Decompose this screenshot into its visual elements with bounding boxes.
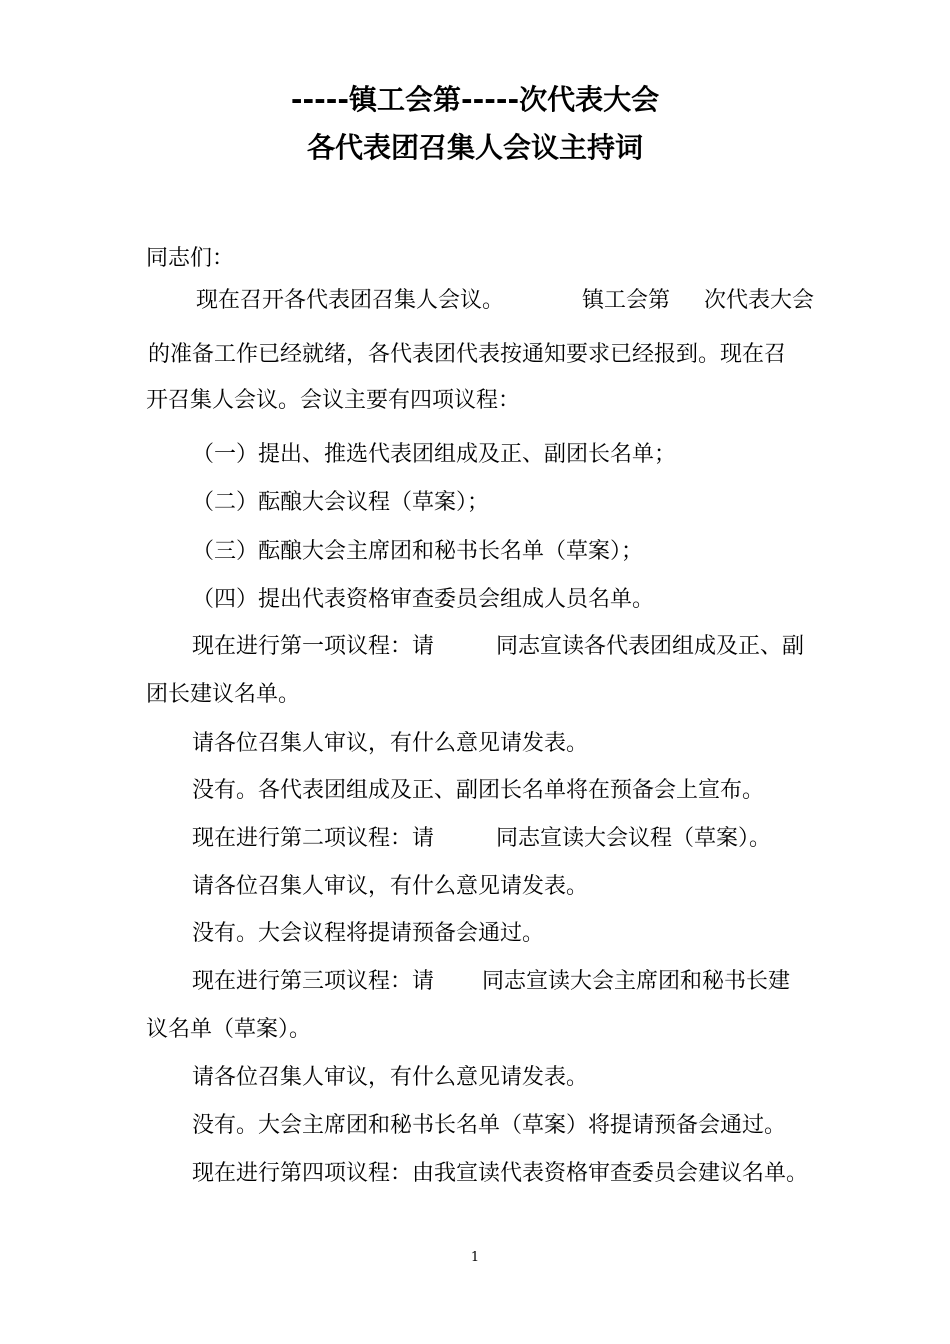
item1-review: 请各位召集人审议，有什么意见请发表。 [192, 731, 589, 756]
page-number: 1 [470, 1250, 480, 1265]
item2-review: 请各位召集人审议，有什么意见请发表。 [192, 874, 589, 899]
item1-line [192, 632, 804, 662]
salutation: 同志们： [146, 246, 235, 271]
item1-result: 没有。各代表团组成及正、副团长名单将在预备会上宣布。 [192, 778, 765, 803]
agenda-item-3: （三）酝酿大会主席团和秘书长名单（草案）； [192, 539, 644, 564]
document-title-line-1: -----镇工会第-----次代表大会 [290, 83, 660, 116]
item4-line: 现在进行第四项议程：由我宣读代表资格审查委员会建议名单。 [192, 1161, 809, 1186]
item3-result: 没有。大会主席团和秘书长名单（草案）将提请预备会通过。 [192, 1113, 787, 1138]
intro-line-2: 的准备工作已经就绪，各代表团代表按通知要求已经报到。现在召 [148, 342, 787, 367]
agenda-item-2: （二）酝酿大会议程（草案）； [192, 490, 490, 515]
intro-line-3: 开召集人会议。会议主要有四项议程： [146, 388, 521, 413]
item3-tail: 同志宣读大会主席团和秘书长建 [482, 969, 791, 994]
item1-continuation: 团长建议名单。 [146, 682, 301, 707]
item2-tail: 同志宣读大会议程（草案）。 [496, 826, 772, 851]
item1-tail: 同志宣读各代表团组成及正、副 [496, 634, 805, 659]
agenda-item-4: （四）提出代表资格审查委员会组成人员名单。 [192, 587, 655, 612]
document-title-line-2: 各代表团召集人会议主持词 [306, 131, 643, 164]
item3-review: 请各位召集人审议，有什么意见请发表。 [192, 1065, 589, 1090]
item1-lead: 现在进行第一项议程：请 [192, 634, 435, 659]
item3-line [192, 967, 790, 997]
item3-continuation: 议名单（草案）。 [146, 1017, 312, 1042]
item2-line [192, 824, 771, 854]
intro-text-part-3: 次代表大会 [704, 288, 815, 313]
intro-text-part-2: 镇工会第 [582, 288, 671, 313]
intro-line-1 [196, 286, 814, 316]
intro-text-part-1: 现在召开各代表团召集人会议。 [196, 288, 505, 313]
item3-lead: 现在进行第三项议程：请 [192, 969, 435, 994]
agenda-item-1: （一）提出、推选代表团组成及正、副团长名单； [192, 442, 677, 467]
item2-lead: 现在进行第二项议程：请 [192, 826, 435, 851]
item2-result: 没有。大会议程将提请预备会通过。 [192, 921, 545, 946]
